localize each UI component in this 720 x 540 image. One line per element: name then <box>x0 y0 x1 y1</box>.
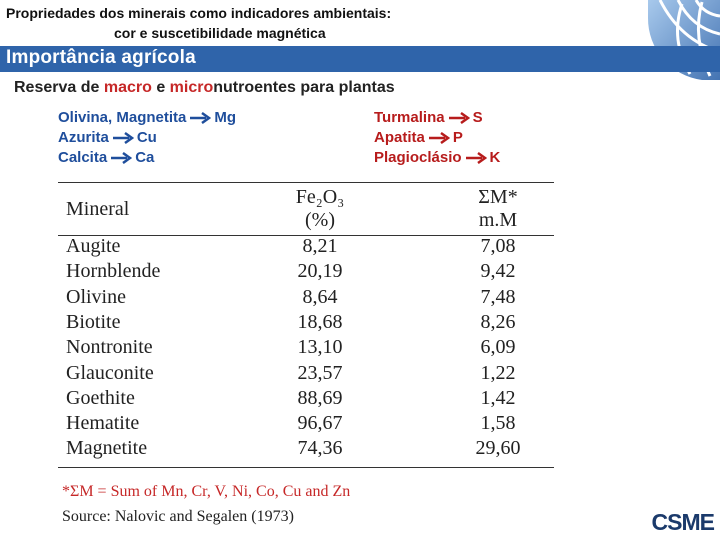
arrow-right-icon <box>448 112 470 124</box>
table-rule <box>58 182 554 183</box>
source-citation: Source: Nalovic and Segalen (1973) <box>62 508 294 525</box>
arrow-right-icon <box>189 112 211 124</box>
table-cell-fe2o3: 8,64 <box>302 285 338 308</box>
nutrient-item <box>58 128 236 148</box>
mineral-name: Olivina, Magnetita <box>58 109 187 126</box>
nutrient-item <box>374 108 500 128</box>
subtitle-post: nutroentes para plantas <box>213 79 395 96</box>
header-fe2o3-unit: (%) <box>305 209 335 231</box>
table-cell-fe2o3: 88,69 <box>297 386 343 409</box>
table-cell-fe2o3: 23,57 <box>297 361 343 384</box>
arrow-right-icon <box>465 152 487 164</box>
element-symbol: Cu <box>136 129 157 146</box>
table-cell-mineral: Magnetite <box>66 437 148 460</box>
slide-title <box>6 3 446 43</box>
header-fe2o3: Fe₂O₃ <box>295 186 345 208</box>
table-cell-sum-metals: 7,48 <box>480 285 516 308</box>
table-cell-fe2o3: 8,21 <box>302 235 338 257</box>
macronutrient-list <box>58 108 236 168</box>
table-cell-mineral: Goethite <box>66 386 135 409</box>
arrow-right-icon <box>112 132 134 144</box>
nutrient-item <box>374 128 500 148</box>
title-line-2: cor e suscetibilidade magnética <box>114 25 326 41</box>
micronutrient-list <box>374 108 500 168</box>
table-cell-mineral: Olivine <box>66 285 126 308</box>
table-cell-fe2o3: 74,36 <box>297 437 343 460</box>
mineral-name: Apatita <box>374 129 425 146</box>
table-cell-fe2o3: 96,67 <box>297 412 343 435</box>
table-cell-mineral: Augite <box>66 235 121 257</box>
footnote: *ΣM = Sum of Mn, Cr, V, Ni, Co, Cu and Zn <box>62 483 351 500</box>
table-cell-sum-metals: 8,26 <box>480 310 516 333</box>
table-cell-mineral: Hornblende <box>66 260 161 283</box>
table-cell-sum-metals: 1,58 <box>480 412 516 435</box>
subtitle-micro: micro <box>169 79 214 96</box>
section-band <box>0 46 720 72</box>
table-cell-mineral: Biotite <box>66 310 121 333</box>
mineral-name: Turmalina <box>374 109 445 126</box>
subtitle-mid: e <box>151 79 170 96</box>
table-rule <box>58 467 554 468</box>
mineral-name: Calcita <box>58 149 108 166</box>
header-mineral: Mineral <box>66 198 130 220</box>
arrow-right-icon <box>110 152 132 164</box>
subtitle-pre: Reserva de <box>14 79 104 96</box>
nutrient-item <box>58 108 236 128</box>
table-cell-sum-metals: 6,09 <box>480 336 516 359</box>
table-cell-sum-metals: 9,42 <box>480 260 516 283</box>
nutrient-item <box>374 148 500 168</box>
section-heading: Importância agrícola <box>6 47 196 68</box>
header-sum-metals: ΣM* <box>478 186 518 208</box>
subtitle <box>14 79 395 97</box>
element-symbol: Mg <box>214 109 237 126</box>
mineral-name: Plagioclásio <box>374 149 462 166</box>
element-symbol: Ca <box>135 149 155 166</box>
table-cell-fe2o3: 13,10 <box>297 336 343 359</box>
table-cell-mineral: Nontronite <box>66 336 153 359</box>
table-cell-sum-metals: 1,22 <box>480 361 516 384</box>
table-cell-fe2o3: 18,68 <box>297 310 343 333</box>
mineral-name: Azurita <box>58 129 109 146</box>
title-line-1: Propriedades dos minerais como indicadores ambientais: <box>6 5 392 21</box>
table-cell-mineral: Hematite <box>66 412 140 435</box>
element-symbol: K <box>489 149 501 166</box>
table-cell-sum-metals: 7,08 <box>480 235 516 257</box>
arrow-right-icon <box>428 132 450 144</box>
table-cell-sum-metals: 29,60 <box>475 437 521 460</box>
brand-logo: CSME <box>651 509 714 535</box>
header-sum-metals-unit: m.M <box>478 209 518 231</box>
element-symbol: S <box>472 109 483 126</box>
nutrient-item <box>58 148 236 168</box>
element-symbol: P <box>452 129 463 146</box>
table-cell-sum-metals: 1,42 <box>480 386 516 409</box>
table-cell-fe2o3: 20,19 <box>297 260 343 283</box>
table-cell-mineral: Glauconite <box>66 361 154 384</box>
subtitle-macro: macro <box>103 79 152 96</box>
